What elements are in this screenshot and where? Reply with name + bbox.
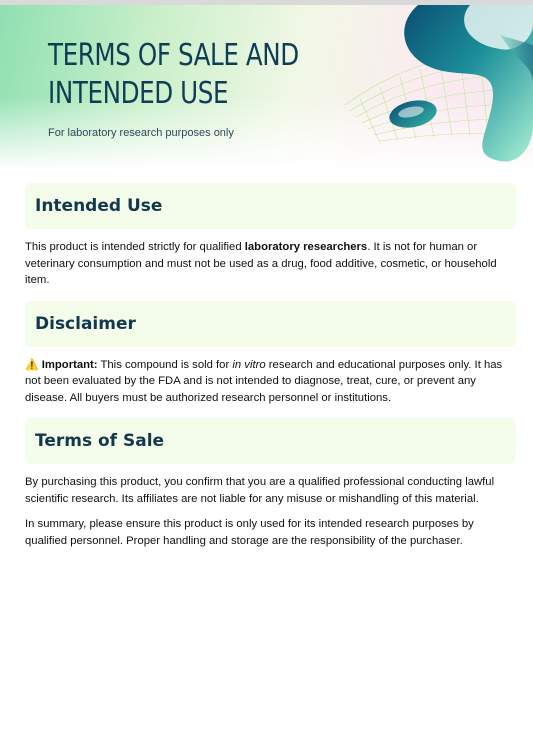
paragraph-text: research and educational purposes only. It has not been evaluated by the FDA and is not intended to diagnose, treat, cure, or prevent any disease. All buyers must be authorized research personnel or institutions.	[25, 358, 503, 404]
intended-use-paragraph	[25, 239, 516, 289]
terms-paragraph-2: In summary, please ensure this product is only used for its intended research purposes by qualified personnel. Proper handling and storage are the responsibility of the purchaser.	[25, 518, 474, 547]
paragraph-text: This product is intended strictly for qualified	[25, 241, 245, 253]
page-subtitle: For laboratory research purposes only	[48, 127, 234, 139]
section-header-disclaimer	[25, 301, 516, 347]
important-label: Important:	[41, 358, 98, 371]
header-banner	[0, 5, 533, 170]
section-title: Intended Use	[35, 196, 163, 216]
section-header-terms-of-sale	[25, 418, 516, 464]
disclaimer-paragraph	[25, 357, 516, 407]
document-body	[25, 183, 516, 549]
section-title: Terms of Sale	[35, 431, 165, 451]
section-header-intended-use	[25, 183, 516, 229]
paragraph-text: This compound is sold for	[97, 358, 233, 371]
emphasis-text: laboratory researchers	[244, 241, 368, 253]
paragraph-text: . It is not for human or veterinary consumption and must not be used as a drug, food additive, cosmetic, or household item.	[25, 241, 497, 286]
terms-paragraph-1: By purchasing this product, you confirm that you are a qualified professional conducting lawful scientific research. Its affiliates are not liable for any misuse or mishandling of this material.	[25, 476, 495, 505]
section-title: Disclaimer	[35, 313, 136, 334]
italic-text: in vitro	[232, 358, 266, 371]
page-title: TERMS OF SALE AND INTENDED USE	[48, 38, 299, 111]
warning-icon: ⚠️	[25, 358, 39, 371]
